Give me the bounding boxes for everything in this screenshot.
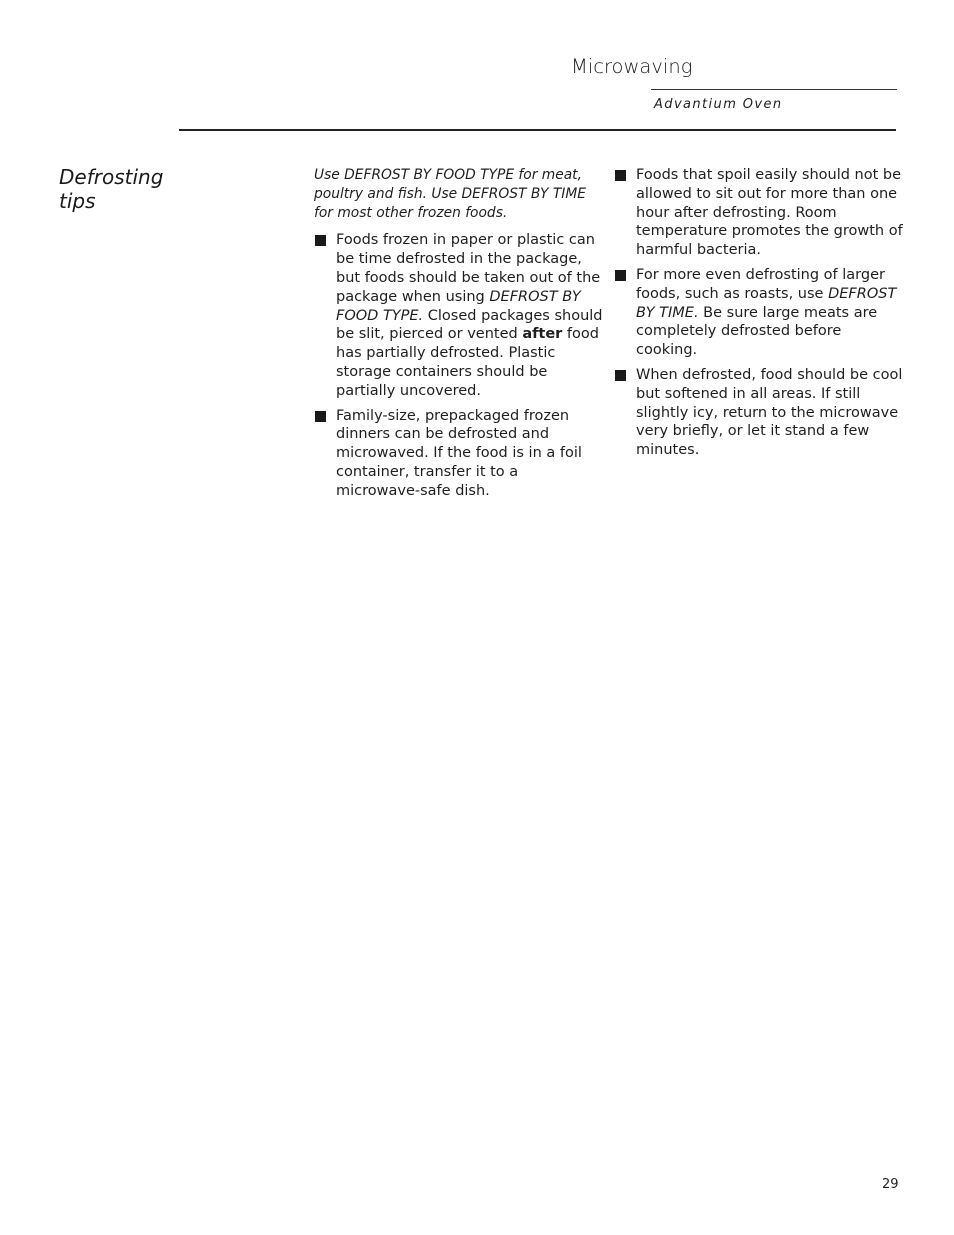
- tip-text-italic: DEFROST BY TIME.: [636, 285, 897, 321]
- list-item: [614, 166, 906, 260]
- square-bullet-icon: [615, 270, 626, 281]
- tip-text-part: For more even defrosting of larger foods, such as roasts, use: [636, 266, 885, 302]
- tip-text-bold: after: [522, 326, 563, 343]
- tip-text-part: Foods frozen in paper or plastic can be time defrosted in the package, but foods should be taken out of the package when using: [336, 232, 601, 305]
- tip-text-part: Be sure large meats are completely defrosted before cooking.: [636, 304, 878, 359]
- tip-text-italic: DEFROST BY FOOD TYPE.: [336, 288, 581, 324]
- tips-list-right: [614, 166, 906, 460]
- tip-text: Foods that spoil easily should not be allowed to sit out for more than one hour after defrosting. Room temperature promotes the growth of harmful bacteria.: [636, 167, 903, 259]
- left-column: [314, 166, 604, 507]
- list-item: [314, 407, 604, 501]
- tip-text-part: food has partially defrosted. Plastic storage containers should be partially uncovered.: [336, 326, 599, 399]
- section-title: [59, 166, 199, 213]
- product-subtitle: Advantium Oven: [654, 97, 783, 112]
- section-header-title: Microwaving: [571, 55, 693, 78]
- header-divider-thick: [179, 129, 896, 131]
- tip-text: When defrosted, food should be cool but softened in all areas. If still slightly icy, return to the microwave very briefly, or let it stand a few minutes.: [636, 366, 903, 459]
- right-column: [614, 166, 906, 466]
- list-item: [314, 231, 604, 400]
- header-divider-thin: [651, 89, 897, 90]
- square-bullet-icon: [315, 235, 326, 246]
- tip-text: Family-size, prepackaged frozen dinners can be defrosted and microwaved. If the food is in a foil container, transfer it to a microwave-safe dish.: [336, 407, 582, 499]
- list-item: [614, 266, 906, 360]
- list-item: [614, 366, 906, 460]
- page-number: 29: [882, 1177, 899, 1192]
- square-bullet-icon: [615, 170, 626, 181]
- tips-list-left: [314, 231, 604, 500]
- tip-text-part: Closed packages should be slit, pierced or vented: [336, 307, 603, 343]
- intro-paragraph: Use DEFROST BY FOOD TYPE for meat, poultry and fish. Use DEFROST BY TIME for most other frozen foods.: [314, 167, 586, 221]
- square-bullet-icon: [615, 370, 626, 381]
- section-title-line2: tips: [59, 188, 96, 213]
- square-bullet-icon: [315, 411, 326, 422]
- section-title-line1: Defrosting: [59, 165, 164, 189]
